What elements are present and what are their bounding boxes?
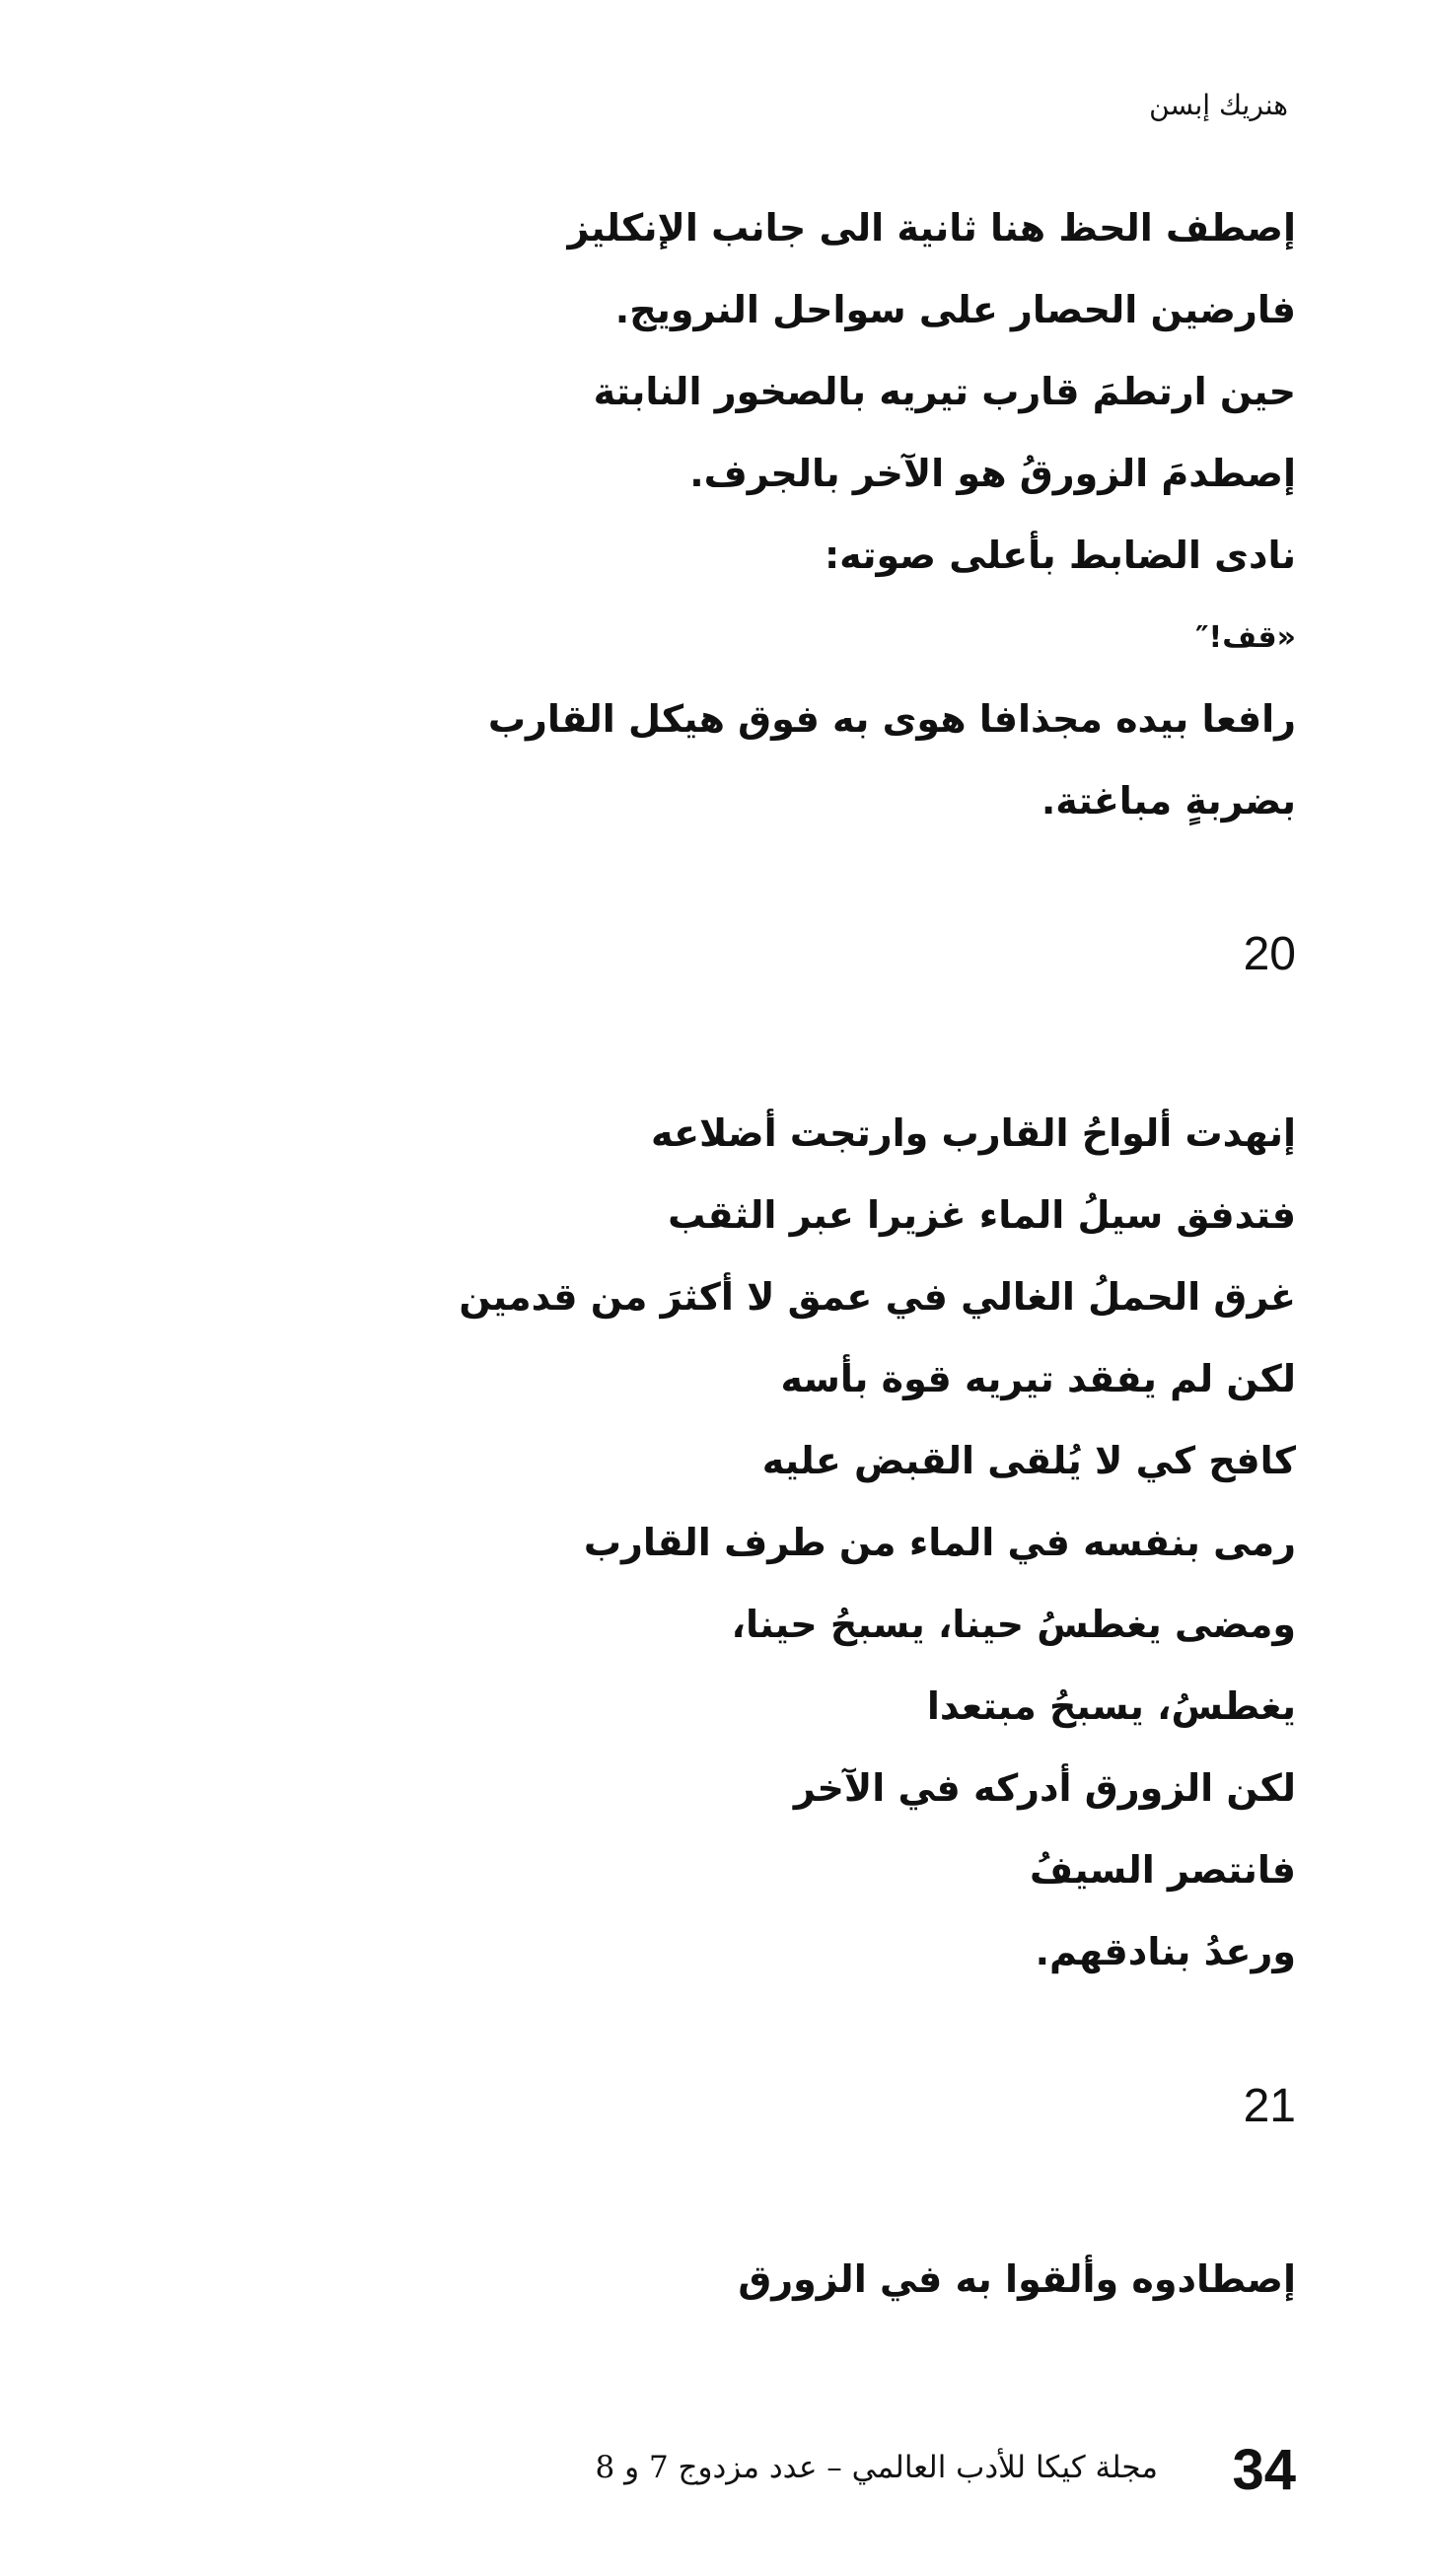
poem-line: حين ارتطمَ قارب تيريه بالصخور النابتة xyxy=(593,370,1296,413)
poem-line: كافح كي لا يُلقى القبض عليه xyxy=(761,1439,1296,1482)
section-number: 20 xyxy=(1243,928,1296,980)
stanza-2 xyxy=(459,1093,1296,1993)
poem-line: غرق الحملُ الغالي في عمق لا أكثرَ من قدمين xyxy=(459,1275,1296,1319)
page-footer xyxy=(140,2436,1296,2505)
poem-line: ورعدُ بنادقهم. xyxy=(1035,1930,1296,1973)
poem-line: لكن الزورق أدركه في الآخر xyxy=(793,1766,1296,1810)
poem-line: فارضين الحصار على سواحل النرويج. xyxy=(614,288,1296,331)
section-number: 21 xyxy=(1243,2080,1296,2132)
journal-title: مجلة كيكا للأدب العالمي – عدد مزدوج 7 و 8 xyxy=(595,2450,1158,2485)
poem-line: فانتصر السيفُ xyxy=(1030,1848,1296,1892)
stanza-3 xyxy=(738,2239,1296,2321)
poem-line: إنهدت ألواحُ القارب وارتجت أضلاعه xyxy=(651,1111,1296,1155)
poem-line: إصطادوه وألقوا به في الزورق xyxy=(738,2257,1296,2301)
poem-line: رافعا بيده مجذافا هوى به فوق هيكل القارب xyxy=(487,697,1296,741)
poem-line: لكن لم يفقد تيريه قوة بأسه xyxy=(780,1357,1296,1400)
poem-line: بضربةٍ مباغتة. xyxy=(1041,779,1296,823)
poem-line: نادى الضابط بأعلى صوته: xyxy=(824,534,1296,577)
poem-line: رمى بنفسه في الماء من طرف القارب xyxy=(583,1521,1296,1564)
running-head-author: هنريك إبسن xyxy=(1149,89,1288,121)
poem-line: فتدفق سيلُ الماء غزيرا عبر الثقب xyxy=(668,1193,1296,1237)
poem-line: إصطف الحظ هنا ثانية الى جانب الإنكليز xyxy=(567,206,1296,250)
poem-line: يغطسُ، يسبحُ مبتعدا xyxy=(926,1684,1296,1728)
poem-line: إصطدمَ الزورقُ هو الآخر بالجرف. xyxy=(689,452,1296,495)
poem-line: ومضى يغطسُ حينا، يسبحُ حينا، xyxy=(731,1603,1296,1646)
stanza-1 xyxy=(488,187,1296,842)
page-number: 34 xyxy=(1232,2438,1296,2502)
poem-line: «قف!″ xyxy=(1195,620,1296,655)
